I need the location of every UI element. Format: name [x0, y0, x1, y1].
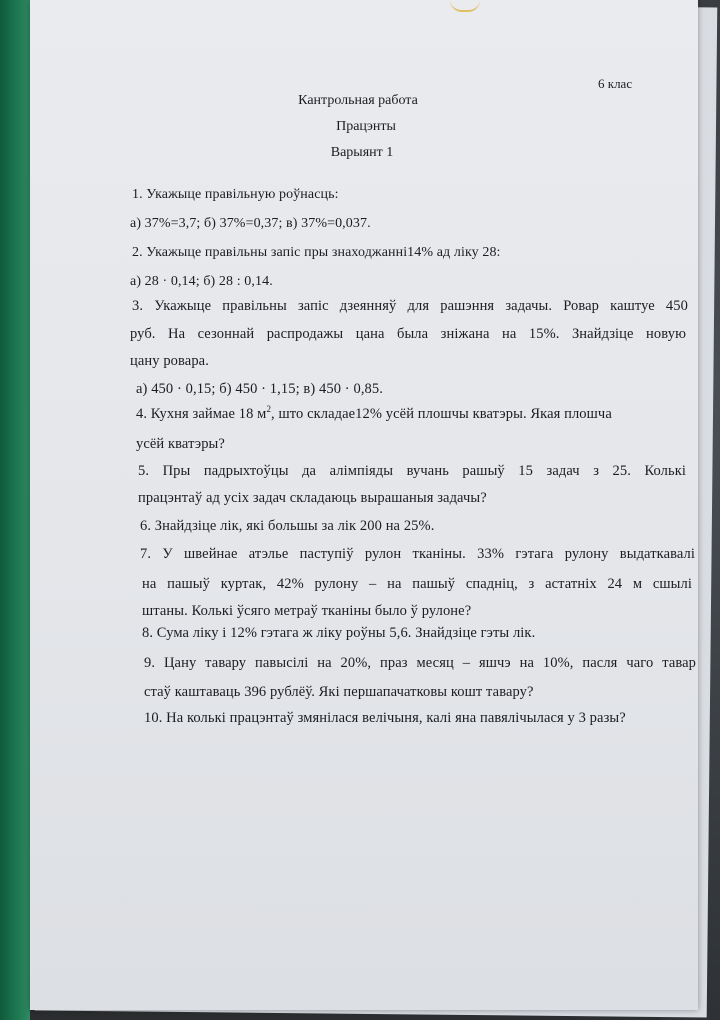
task-7-line-1: 7. У швейнае атэлье паступіў рулон тканіны. 33% гэтага рулону выдаткавалі [140, 546, 695, 562]
document-variant: Варыянт 1 [330, 145, 394, 160]
task-3-line-3: цану ровара. [130, 353, 209, 369]
top-mark [450, 0, 480, 12]
task-9-line-2: стаў каштаваць 396 рублёў. Які першапачатковы кошт тавару? [144, 684, 534, 700]
task-7-line-3: штаны. Колькі ўсяго метраў тканіны было ў рулоне? [142, 603, 472, 619]
task-4-text-a: 4. Кухня займае 18 м [136, 406, 267, 422]
document-title: Кантрольная работа [298, 93, 418, 108]
task-4-text-b: , што складае12% усёй плошчы кватэры. Якая плошча [271, 406, 612, 422]
paper-sheet [30, 0, 698, 1010]
task-5-line-1: 5. Пры падрыхтоўцы да алімпіяды вучань рашыў 15 задач з 25. Колькі [138, 463, 686, 479]
task-7-line-2: на пашыў куртак, 42% рулону – на пашыў спадніц, з астатніх 24 м сшылі [142, 576, 692, 592]
task-4-line-1 [136, 406, 612, 423]
document-subject: Працэнты [336, 119, 396, 134]
task-3-line-1: 3. Укажыце правільны запіс дзеянняў для рашэння задачы. Ровар каштуе 450 [132, 298, 688, 314]
grade-label: 6 клас [598, 76, 633, 91]
task-1-question: 1. Укажыце правільную роўнасць: [132, 187, 339, 202]
task-5-line-2: працэнтаў ад усіх задач складаюць вырашаныя задачы? [138, 490, 487, 506]
background-binder [0, 0, 30, 1020]
task-1-options: а) 37%=3,7; б) 37%=0,37; в) 37%=0,037. [130, 216, 371, 231]
task-3-options: а) 450 · 0,15; б) 450 · 1,15; в) 450 · 0,85. [136, 381, 383, 397]
task-10-line-1: 10. На колькі працэнтаў змянілася велічыня, калі яна павялічылася у 3 разы? [144, 710, 626, 726]
task-2-question: 2. Укажыце правільны запіс пры знаходжанні14% ад ліку 28: [132, 245, 501, 260]
task-4-line-2: усёй кватэры? [136, 436, 225, 452]
task-2-options: а) 28 · 0,14; б) 28 : 0,14. [130, 274, 273, 289]
task-6-line-1: 6. Знайдзіце лік, які большы за лік 200 на 25%. [140, 518, 435, 534]
task-9-line-1: 9. Цану тавару павысілі на 20%, праз месяц – яшчэ на 10%, пасля чаго тавар [144, 655, 696, 671]
task-3-line-2: руб. На сезоннай распродажы цана была зніжана на 15%. Знайдзіце новую [130, 326, 686, 342]
task-8-line-1: 8. Сума ліку і 12% гэтага ж ліку роўны 5,6. Знайдзіце гэты лік. [142, 625, 536, 641]
task-4-superscript: 2 [266, 404, 272, 415]
